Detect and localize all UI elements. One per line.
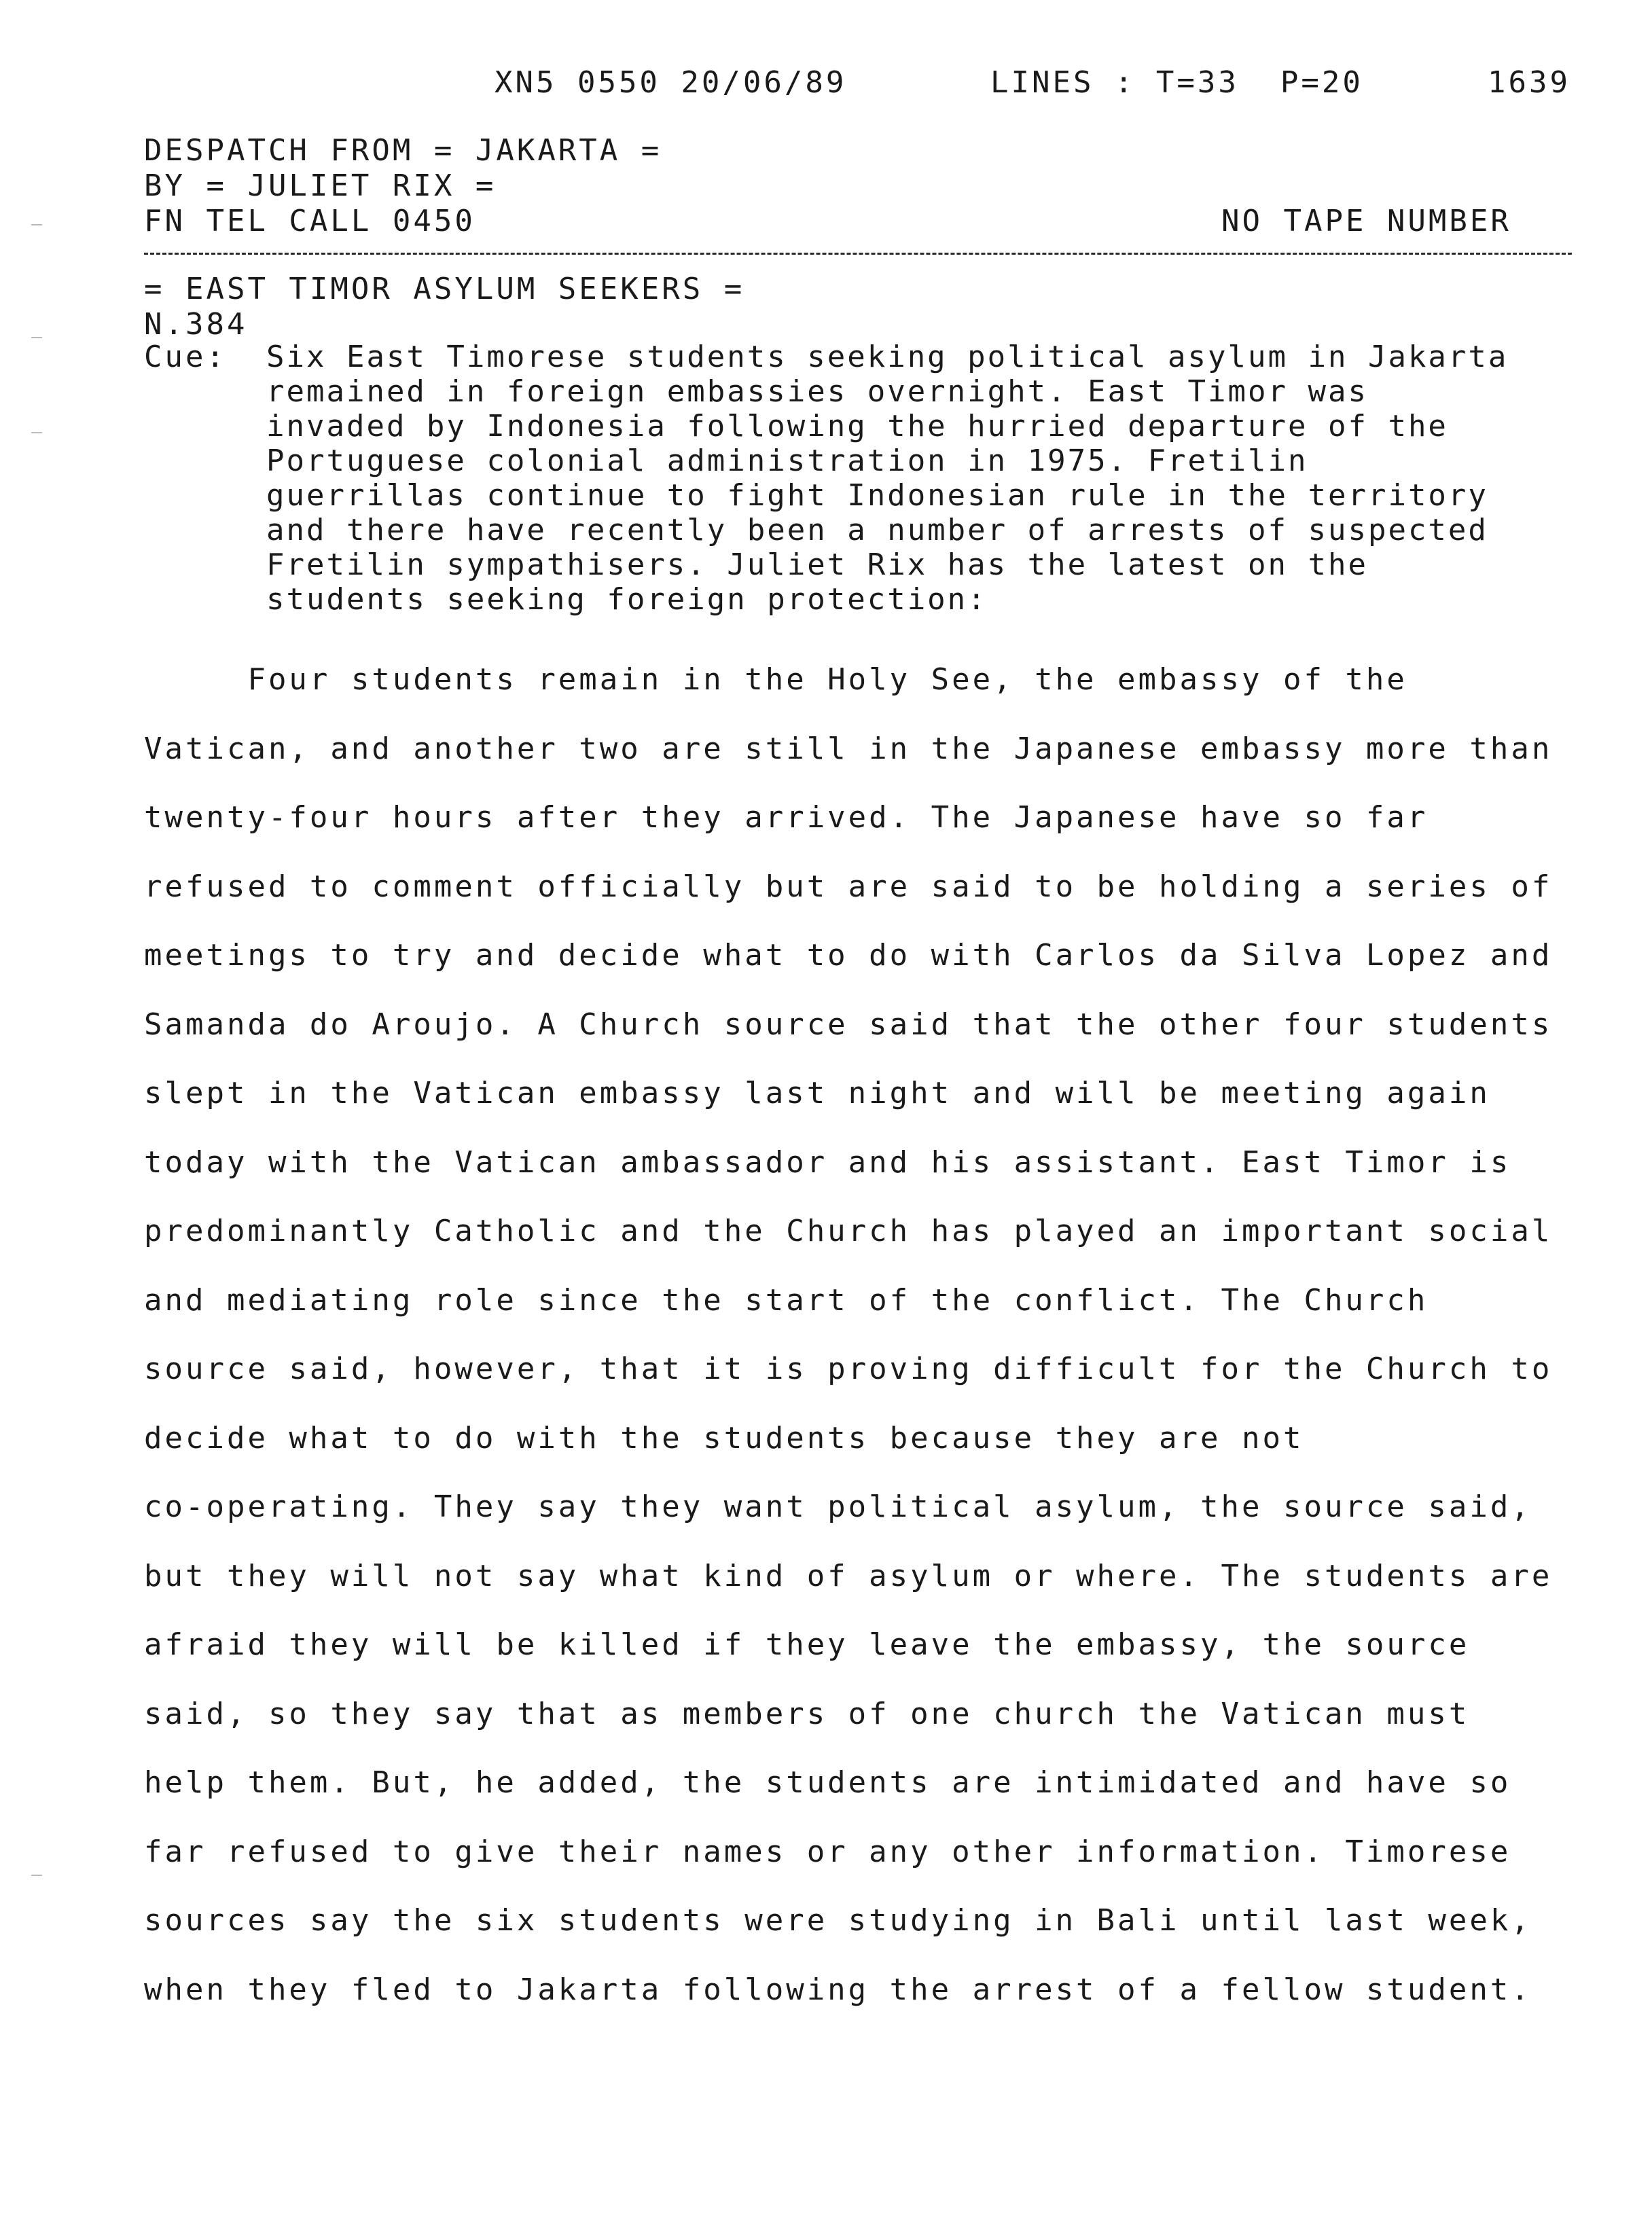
- body-line: predominantly Catholic and the Church has played an important social: [144, 1214, 1553, 1248]
- cue-line: and there have recently been a number of arrests of suspected: [266, 513, 1488, 547]
- margin-mark: [31, 432, 42, 433]
- body-line: far refused to give their names or any other information. Timorese: [144, 1834, 1511, 1869]
- body-line: source said, however, that it is proving difficult for the Church to: [144, 1352, 1553, 1386]
- margin-mark: [31, 337, 42, 338]
- body-line: Samanda do Aroujo. A Church source said that the other four students: [144, 1007, 1553, 1042]
- story-reference: N.384: [144, 307, 248, 342]
- cue-line: Six East Timorese students seeking political asylum in Jakarta: [266, 340, 1509, 374]
- cue-text: [266, 340, 1570, 617]
- margin-mark: [31, 1875, 42, 1876]
- body-line: meetings to try and decide what to do with Carlos da Silva Lopez and: [144, 938, 1553, 973]
- body-line: Four students remain in the Holy See, the embassy of the: [144, 662, 1407, 697]
- body-line: afraid they will be killed if they leave the embassy, the source: [144, 1627, 1470, 1662]
- body-line: today with the Vatican ambassador and his assistant. East Timor is: [144, 1144, 1511, 1180]
- body-line: twenty-four hours after they arrived. The Japanese have so far: [144, 800, 1429, 835]
- body-line: decide what to do with the students because they are not: [144, 1420, 1304, 1456]
- cue-line: Portuguese colonial administration in 1975. Fretilin: [266, 444, 1308, 478]
- body-line: and mediating role since the start of the conflict. The Church: [144, 1282, 1429, 1318]
- cue-line: invaded by Indonesia following the hurried departure of the: [266, 409, 1448, 444]
- cue-line: students seeking foreign protection:: [266, 582, 988, 617]
- body-line: help them. But, he added, the students are intimidated and have so: [144, 1765, 1511, 1800]
- body-line: but they will not say what kind of asylum or where. The students are: [144, 1558, 1553, 1593]
- body-line: slept in the Vatican embassy last night and will be meeting again: [144, 1076, 1490, 1110]
- despatch-code: XN5 0550 20/06/89: [495, 65, 847, 100]
- body-line: co-operating. They say they want political asylum, the source said,: [144, 1489, 1532, 1524]
- cue-line: Fretilin sympathisers. Juliet Rix has the latest on the: [266, 547, 1368, 582]
- margin-mark: [31, 224, 42, 225]
- separator-rule: [144, 253, 1572, 255]
- page-number: 1639: [1488, 65, 1570, 100]
- body-line: said, so they say that as members of one church the Vatican must: [144, 1696, 1470, 1731]
- cue-line: guerrillas continue to fight Indonesian rule in the territory: [266, 478, 1488, 513]
- cue-line: remained in foreign embassies overnight. East Timor was: [266, 374, 1368, 409]
- tape-number: NO TAPE NUMBER: [1221, 204, 1511, 238]
- by-line: BY = JULIET RIX =: [144, 168, 497, 203]
- despatch-from: DESPATCH FROM = JAKARTA =: [144, 133, 662, 168]
- cue-label: Cue:: [144, 340, 227, 374]
- line-count: LINES : T=33 P=20: [990, 65, 1363, 100]
- body-line: refused to comment officially but are said to be holding a series of: [144, 869, 1553, 904]
- tel-call: FN TEL CALL 0450: [144, 204, 475, 238]
- body-line: sources say the six students were studying in Bali until last week,: [144, 1903, 1532, 1938]
- story-body: [144, 645, 1577, 2024]
- body-line: Vatican, and another two are still in the Japanese embassy more than: [144, 731, 1553, 766]
- story-title: = EAST TIMOR ASYLUM SEEKERS =: [144, 272, 745, 306]
- body-line: when they fled to Jakarta following the arrest of a fellow student.: [144, 1972, 1532, 2007]
